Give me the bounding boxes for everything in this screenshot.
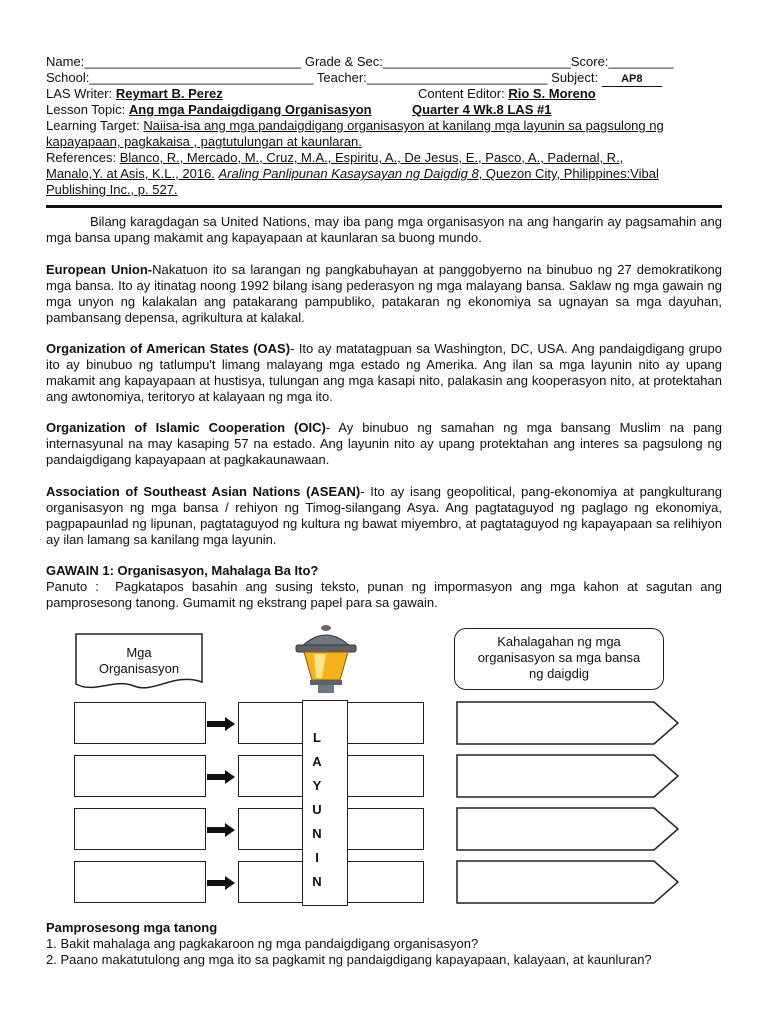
ref-row-3 [46, 182, 178, 198]
org-oic-name: Organization of Islamic Cooperation (OIC) [46, 420, 326, 435]
org-input-box[interactable] [74, 702, 206, 744]
layunin-letters [302, 726, 332, 894]
org-eu-name: European Union- [46, 262, 153, 277]
grade-field[interactable]: __________________________ [382, 54, 571, 69]
target-line2: kapayapaan, pagkakaisa , pagtutulungan at kaunlaran. [46, 134, 362, 149]
org-input-box[interactable] [74, 808, 206, 850]
org-eu-text: Nakatuon ito sa larangan ng pangkabuhayan at panggobyerno na binubuo ng 27 demokratikong mga bansa. Ito ay itinatag noong 1992 bilang isang pederasyon ng mga malayang bansa. Saklaw ng mga gawain ng mga unyon ng kalakalan ang patakarang pampubliko, patakaran ng ekonomiya sa ugnayan sa mga dayuhan, pambansang depensa, agrikultura at kalakal. [46, 262, 722, 325]
org-oic-text: - Ay binubuo ng samahan ng mga bansang Muslim na pang internasyunal na may kasaping 57 na estado. Ang layunin nito ay upang protektahan ang interes sa pagsulong ng pandaigdigang kapayapaan at pagkakaunawaan. [46, 420, 722, 467]
questions-title: Pamprosesong mga tanong [46, 920, 218, 935]
name-label: Name: [46, 54, 85, 69]
teacher-field[interactable]: _________________________ [366, 70, 548, 85]
layunin-letter: I [315, 850, 319, 865]
layunin-letter: N [312, 826, 322, 841]
layunin-letter: A [312, 754, 322, 769]
writer-label: LAS Writer: [46, 86, 113, 101]
ref-row [46, 150, 623, 166]
writer-value: Reymart B. Perez [115, 86, 223, 101]
question-1: 1. Bakit mahalaga ang pagkakaroon ng mga pandaigdigang organisasyon? [46, 936, 479, 951]
org-oas-name: Organization of American States (OAS) [46, 341, 291, 356]
ref-line2b: Araling Panlipunan Kasaysayan ng Daigdig 8 [218, 166, 479, 181]
right-box-label [454, 634, 664, 682]
right-box-line3: ng daigdig [529, 666, 589, 681]
quarter-value: Quarter 4 Wk.8 LAS #1 [412, 102, 552, 117]
ref-label: References: [46, 150, 117, 165]
org-eu [46, 262, 722, 326]
org-input-box[interactable] [74, 861, 206, 903]
subject-value: AP8 [621, 73, 643, 85]
target-line1: Naiisa-isa ang mga pandaigdigang organisasyon at kanilang mga layunin sa pagsulong ng [143, 118, 664, 133]
directions-text: Pagkatapos basahin ang susing teksto, punan ng impormasyon ang mga kahon at sagutan ang pamprosesong tanong. Gumamit ng ekstrang papel para sa gawain. [46, 579, 722, 610]
question-2: 2. Paano makatutulong ang mga ito sa pagkamit ng pandaigdigang kapayapaan, kalayaan, at kaunluran? [46, 952, 652, 967]
name-field[interactable]: ______________________________ [84, 54, 302, 69]
ref-row-2 [46, 166, 659, 182]
quarter-row [412, 102, 551, 118]
importance-arrow-box[interactable] [456, 807, 680, 851]
layunin-letter: L [313, 730, 321, 745]
lamp-icon [284, 624, 368, 696]
intro-paragraph: Bilang karagdagan sa United Nations, may iba pang mga organisasyon na ang hangarin ay pagsamahin ang mga bansa upang makamit ang kapayapaan at kaunlaran sa buong mundo. [46, 214, 722, 245]
editor-value: Rio S. Moreno [508, 86, 596, 101]
topic-label: Lesson Topic: [46, 102, 126, 117]
score-label: Score: [570, 54, 609, 69]
importance-arrow-box[interactable] [456, 754, 680, 798]
ref-line3: Publishing Inc., p. 527. [46, 182, 178, 197]
arrow-right-icon [207, 717, 235, 731]
topic-value: Ang mga Pandaigdigang Organisasyon [128, 102, 372, 117]
importance-arrow-box[interactable] [456, 701, 680, 745]
target-row-2 [46, 134, 362, 150]
importance-arrow-box[interactable] [456, 860, 680, 904]
org-oic [46, 420, 722, 468]
editor-label: Content Editor: [418, 86, 505, 101]
grade-label: Grade & Sec: [304, 54, 383, 69]
editor-row [418, 86, 596, 102]
activity-directions [46, 579, 722, 611]
writer-row [46, 86, 223, 102]
left-box-label [74, 645, 204, 677]
right-box-line1: Kahalagahan ng mga [497, 634, 621, 649]
school-row [46, 70, 662, 87]
ref-line2a: Manalo,Y. at Asis, K.L., 2016. [46, 166, 215, 181]
school-label: School: [46, 70, 90, 85]
left-box-line1: Mga [126, 645, 152, 660]
topic-row [46, 102, 372, 118]
arrow-right-icon [207, 823, 235, 837]
org-oas [46, 341, 722, 405]
target-label: Learning Target: [46, 118, 140, 133]
layunin-letter: Y [312, 778, 322, 793]
org-input-box[interactable] [74, 755, 206, 797]
score-field[interactable]: _________ [608, 54, 674, 69]
org-asean-name: Association of Southeast Asian Nations (ASEAN) [46, 484, 361, 499]
arrow-right-icon [207, 876, 235, 890]
name-row [46, 54, 674, 70]
ref-line2c: , Quezon City, Philippines:Vibal [478, 166, 659, 181]
directions-label: Panuto : [46, 579, 99, 594]
arrow-right-icon [207, 770, 235, 784]
header-divider [46, 205, 722, 208]
school-field[interactable]: _______________________________ [89, 70, 314, 85]
teacher-label: Teacher: [316, 70, 367, 85]
subject-label: Subject: [551, 70, 599, 85]
target-row [46, 118, 664, 134]
left-box-line2: Organisasyon [98, 661, 180, 676]
ref-line1: Blanco, R., Mercado, M., Cruz, M.A., Espiritu, A., De Jesus, E., Pasco, A., Padernal, R., [119, 150, 624, 165]
org-asean [46, 484, 722, 548]
layunin-letter: U [312, 802, 322, 817]
right-box-line2: organisasyon sa mga bansa [477, 650, 641, 665]
subject-field[interactable] [602, 73, 662, 87]
org-oas-text: - Ito ay matatagpuan sa Washington, DC, USA. Ang pandaigdigang grupo ito ay binubuo ng tatlumpu't limang malayang mga estado ng Amerika. Ang ilan sa mga layunin nito ay upang makamit ang kapayapaan at hustisya, tulungan ang mga kasapi nito, palakasin ang kooperasyon nito, at protektahan ang awtonomiya, teritoryo at kalayaan ng mga ito. [46, 341, 722, 404]
layunin-letter: N [312, 874, 322, 889]
org-asean-text: - Ito ay isang geopolitical, pang-ekonomiya at pangkulturang organisasyon ng mga bansa / rehiyon ng Timog-silangang Asya. Ang pagtataguyod ng paglago ng ekonomiya, pagpapaunlad ng lipunan, pagtataguyod ng kultura ng bawat miyembro, at pagtataguyod ng kapayapaan sa relihiyon ay ilan lamang sa kanilang mga layunin. [46, 484, 722, 547]
activity-title: GAWAIN 1: Organisasyon, Mahalaga Ba Ito? [46, 563, 319, 578]
